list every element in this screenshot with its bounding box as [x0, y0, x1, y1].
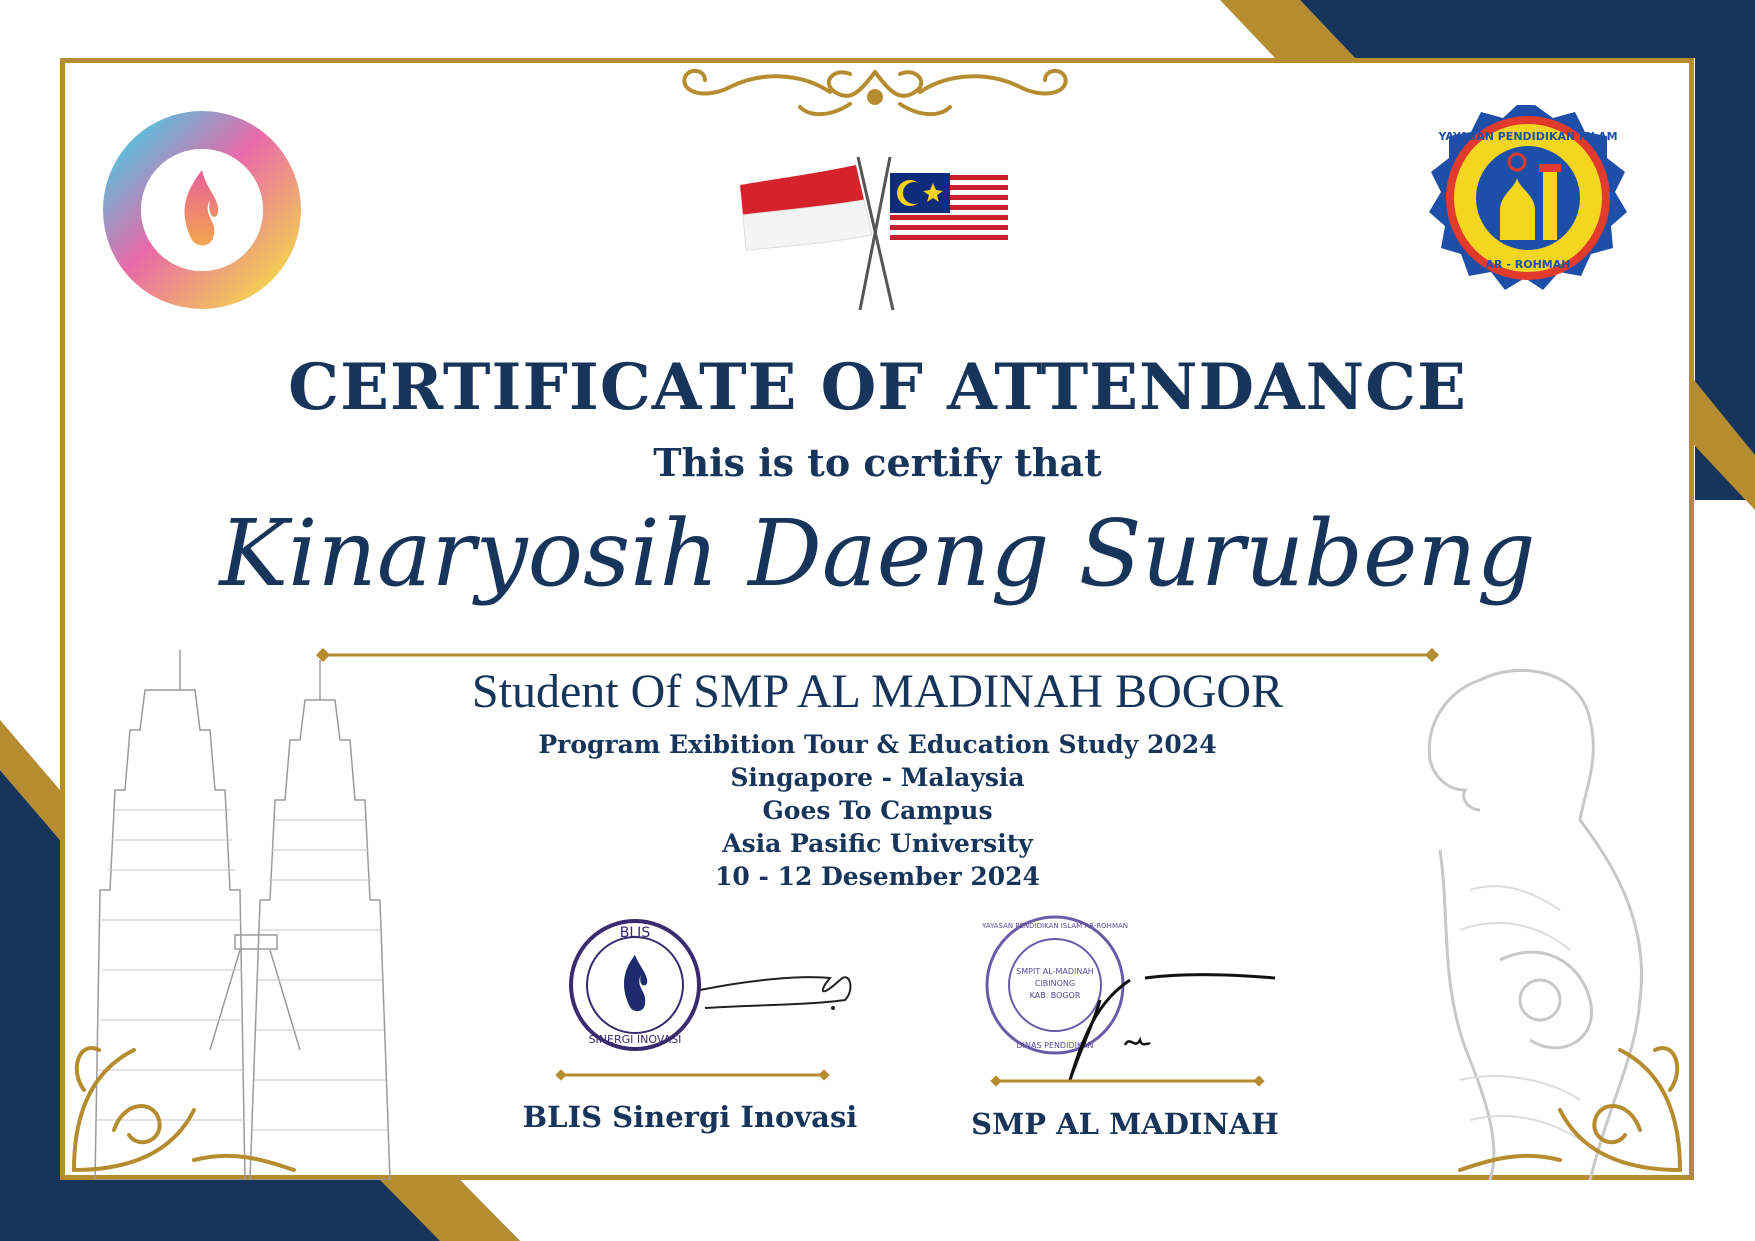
right-seal-bottom-text: AR - ROHMAH [1485, 258, 1571, 271]
blis-signature-icon [690, 960, 870, 1030]
right-signatory-label: SMP AL MADINAH [971, 1107, 1279, 1141]
flame-ring-logo-icon [102, 110, 302, 310]
smp-stamp-center-3: KAB. BOGOR [1029, 991, 1081, 1000]
smp-stamp-ring: YAYASAN PENDIDIKAN ISLAM AR-ROHMAN [981, 922, 1129, 930]
smp-stamp-center-1: SMPIT AL-MADINAH [1016, 967, 1094, 976]
mosque-seal-logo-icon [1425, 100, 1645, 310]
program-line: 10 - 12 Desember 2024 [715, 862, 1040, 891]
blis-stamp-bottom: SINERGI INOVASI [588, 1033, 682, 1046]
blis-stamp-top: BLIS [619, 925, 651, 941]
bottom-left-ornament-icon [64, 1010, 304, 1175]
smp-stamp-center-2: CIBINONG [1034, 979, 1076, 988]
program-details [0, 728, 1755, 893]
blis-stamp [565, 915, 705, 1055]
indonesia-malaysia-flags-icon [738, 155, 1018, 315]
program-line: Program Exibition Tour & Education Study 2024 [538, 730, 1217, 759]
certificate-title: CERTIFICATE OF ATTENDANCE [288, 350, 1467, 425]
left-signature-line [555, 1067, 830, 1083]
certificate-subtitle: This is to certify that [653, 440, 1102, 485]
recipient-name: Kinaryosih Daeng Surubeng [219, 500, 1536, 607]
student-line: Student Of SMP AL MADINAH BOGOR [471, 665, 1284, 718]
program-line: Singapore - Malaysia [730, 763, 1025, 792]
smp-signature-icon [1040, 970, 1280, 1090]
program-line: Asia Pasific University [722, 829, 1033, 858]
right-seal-ring-text: YAYASAN PENDIDIKAN ISLAM [1438, 130, 1618, 143]
name-divider [315, 645, 1440, 665]
program-line: Goes To Campus [762, 796, 993, 825]
right-signature-line [990, 1073, 1265, 1089]
top-ornament-icon [660, 62, 1090, 126]
left-signatory-label: BLIS Sinergi Inovasi [522, 1100, 858, 1134]
bottom-right-ornament-icon [1450, 1010, 1690, 1175]
smp-stamp-bottom: DINAS PENDIDIKAN [1016, 1041, 1094, 1050]
